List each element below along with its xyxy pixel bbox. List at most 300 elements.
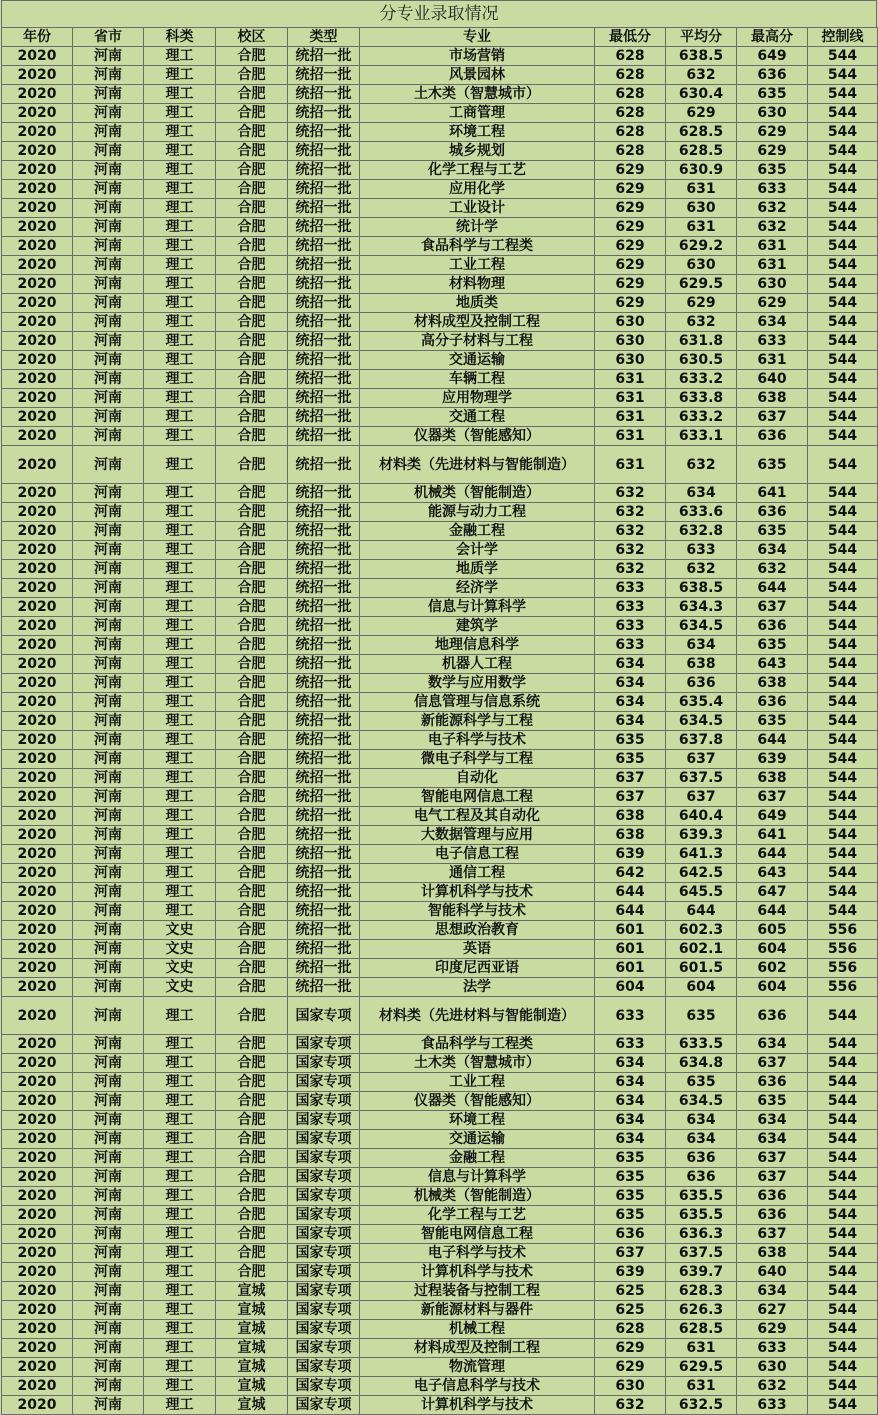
campus-cell: 合肥 — [216, 712, 288, 731]
category-cell: 理工 — [144, 674, 216, 693]
major-cell: 能源与动力工程 — [360, 503, 595, 522]
campus-cell: 合肥 — [216, 750, 288, 769]
campus-cell: 合肥 — [216, 180, 288, 199]
category-cell: 文史 — [144, 940, 216, 959]
max-score-cell: 604 — [737, 978, 808, 997]
table-row — [2, 522, 878, 541]
type-cell: 统招一批 — [288, 351, 360, 370]
year-cell: 2020 — [2, 978, 73, 997]
max-score-cell: 630 — [737, 1358, 808, 1377]
category-cell: 理工 — [144, 484, 216, 503]
control-line-cell: 544 — [808, 1263, 878, 1282]
province-cell: 河南 — [73, 1282, 144, 1301]
min-score-cell: 644 — [595, 883, 666, 902]
min-score-cell: 631 — [595, 408, 666, 427]
province-cell: 河南 — [73, 142, 144, 161]
campus-cell: 合肥 — [216, 997, 288, 1035]
category-cell: 理工 — [144, 1396, 216, 1415]
major-cell: 计算机科学与技术 — [360, 1263, 595, 1282]
control-line-cell: 544 — [808, 788, 878, 807]
year-cell: 2020 — [2, 427, 73, 446]
campus-cell: 合肥 — [216, 636, 288, 655]
campus-cell: 合肥 — [216, 959, 288, 978]
major-cell: 电子科学与技术 — [360, 731, 595, 750]
control-line-cell: 556 — [808, 940, 878, 959]
province-cell: 河南 — [73, 940, 144, 959]
table-row — [2, 598, 878, 617]
max-score-cell: 637 — [737, 408, 808, 427]
campus-cell: 合肥 — [216, 123, 288, 142]
min-score-cell: 633 — [595, 617, 666, 636]
type-cell: 统招一批 — [288, 579, 360, 598]
category-cell: 理工 — [144, 1035, 216, 1054]
table-row — [2, 693, 878, 712]
type-cell: 国家专项 — [288, 1377, 360, 1396]
avg-score-cell: 637 — [666, 750, 737, 769]
campus-cell: 合肥 — [216, 237, 288, 256]
year-cell: 2020 — [2, 1073, 73, 1092]
type-cell: 统招一批 — [288, 180, 360, 199]
control-line-cell: 544 — [808, 503, 878, 522]
max-score-cell: 638 — [737, 389, 808, 408]
major-cell: 计算机科学与技术 — [360, 883, 595, 902]
province-cell: 河南 — [73, 351, 144, 370]
campus-cell: 合肥 — [216, 484, 288, 503]
avg-score-cell: 630 — [666, 199, 737, 218]
category-cell: 理工 — [144, 351, 216, 370]
campus-cell: 合肥 — [216, 940, 288, 959]
category-cell: 理工 — [144, 123, 216, 142]
avg-score-cell: 634 — [666, 1130, 737, 1149]
table-row — [2, 959, 878, 978]
max-score-cell: 643 — [737, 655, 808, 674]
max-score-cell: 632 — [737, 199, 808, 218]
min-score-cell: 630 — [595, 332, 666, 351]
header-province: 省市 — [73, 28, 144, 47]
category-cell: 理工 — [144, 47, 216, 66]
type-cell: 统招一批 — [288, 332, 360, 351]
max-score-cell: 639 — [737, 750, 808, 769]
year-cell: 2020 — [2, 199, 73, 218]
type-cell: 统招一批 — [288, 370, 360, 389]
type-cell: 国家专项 — [288, 1092, 360, 1111]
year-cell: 2020 — [2, 712, 73, 731]
avg-score-cell: 628.5 — [666, 123, 737, 142]
max-score-cell: 638 — [737, 769, 808, 788]
table-row — [2, 1206, 878, 1225]
major-cell: 环境工程 — [360, 123, 595, 142]
category-cell: 理工 — [144, 807, 216, 826]
province-cell: 河南 — [73, 1054, 144, 1073]
min-score-cell: 604 — [595, 978, 666, 997]
min-score-cell: 644 — [595, 902, 666, 921]
max-score-cell: 640 — [737, 370, 808, 389]
type-cell: 国家专项 — [288, 1244, 360, 1263]
province-cell: 河南 — [73, 807, 144, 826]
max-score-cell: 637 — [737, 1168, 808, 1187]
campus-cell: 合肥 — [216, 1263, 288, 1282]
category-cell: 理工 — [144, 1320, 216, 1339]
type-cell: 统招一批 — [288, 769, 360, 788]
year-cell: 2020 — [2, 1282, 73, 1301]
header-row — [2, 28, 878, 47]
province-cell: 河南 — [73, 484, 144, 503]
min-score-cell: 629 — [595, 180, 666, 199]
campus-cell: 宣城 — [216, 1282, 288, 1301]
campus-cell: 合肥 — [216, 522, 288, 541]
campus-cell: 宣城 — [216, 1320, 288, 1339]
major-cell: 信息管理与信息系统 — [360, 693, 595, 712]
province-cell: 河南 — [73, 313, 144, 332]
table-row — [2, 1225, 878, 1244]
avg-score-cell: 633.2 — [666, 370, 737, 389]
year-cell: 2020 — [2, 769, 73, 788]
major-cell: 通信工程 — [360, 864, 595, 883]
header-avg-score: 平均分 — [666, 28, 737, 47]
year-cell: 2020 — [2, 541, 73, 560]
major-cell: 交通工程 — [360, 408, 595, 427]
table-row — [2, 1054, 878, 1073]
province-cell: 河南 — [73, 85, 144, 104]
max-score-cell: 649 — [737, 807, 808, 826]
min-score-cell: 634 — [595, 1111, 666, 1130]
table-row — [2, 408, 878, 427]
table-row — [2, 484, 878, 503]
max-score-cell: 633 — [737, 1339, 808, 1358]
type-cell: 统招一批 — [288, 484, 360, 503]
campus-cell: 宣城 — [216, 1358, 288, 1377]
min-score-cell: 633 — [595, 997, 666, 1035]
category-cell: 理工 — [144, 237, 216, 256]
control-line-cell: 544 — [808, 541, 878, 560]
category-cell: 理工 — [144, 408, 216, 427]
control-line-cell: 556 — [808, 959, 878, 978]
major-cell: 建筑学 — [360, 617, 595, 636]
category-cell: 文史 — [144, 978, 216, 997]
max-score-cell: 631 — [737, 256, 808, 275]
max-score-cell: 635 — [737, 1092, 808, 1111]
control-line-cell: 544 — [808, 750, 878, 769]
category-cell: 理工 — [144, 1111, 216, 1130]
type-cell: 统招一批 — [288, 218, 360, 237]
type-cell: 国家专项 — [288, 1282, 360, 1301]
type-cell: 国家专项 — [288, 1339, 360, 1358]
type-cell: 国家专项 — [288, 1168, 360, 1187]
avg-score-cell: 628.5 — [666, 1320, 737, 1339]
max-score-cell: 636 — [737, 617, 808, 636]
major-cell: 仪器类（智能感知） — [360, 427, 595, 446]
category-cell: 理工 — [144, 446, 216, 484]
type-cell: 国家专项 — [288, 1187, 360, 1206]
province-cell: 河南 — [73, 1244, 144, 1263]
max-score-cell: 637 — [737, 1149, 808, 1168]
max-score-cell: 632 — [737, 218, 808, 237]
type-cell: 国家专项 — [288, 1149, 360, 1168]
campus-cell: 合肥 — [216, 275, 288, 294]
max-score-cell: 640 — [737, 1263, 808, 1282]
min-score-cell: 628 — [595, 85, 666, 104]
max-score-cell: 631 — [737, 237, 808, 256]
type-cell: 统招一批 — [288, 161, 360, 180]
major-cell: 材料成型及控制工程 — [360, 1339, 595, 1358]
category-cell: 理工 — [144, 1282, 216, 1301]
table-row — [2, 731, 878, 750]
max-score-cell: 630 — [737, 275, 808, 294]
category-cell: 理工 — [144, 845, 216, 864]
type-cell: 国家专项 — [288, 1054, 360, 1073]
year-cell: 2020 — [2, 237, 73, 256]
campus-cell: 合肥 — [216, 1168, 288, 1187]
control-line-cell: 544 — [808, 636, 878, 655]
campus-cell: 合肥 — [216, 332, 288, 351]
category-cell: 理工 — [144, 503, 216, 522]
province-cell: 河南 — [73, 1225, 144, 1244]
province-cell: 河南 — [73, 826, 144, 845]
major-cell: 机械类（智能制造） — [360, 1187, 595, 1206]
category-cell: 理工 — [144, 902, 216, 921]
avg-score-cell: 602.1 — [666, 940, 737, 959]
table-row — [2, 1358, 878, 1377]
category-cell: 理工 — [144, 332, 216, 351]
year-cell: 2020 — [2, 218, 73, 237]
control-line-cell: 544 — [808, 123, 878, 142]
table-row — [2, 750, 878, 769]
table-row — [2, 1073, 878, 1092]
type-cell: 统招一批 — [288, 446, 360, 484]
major-cell: 计算机科学与技术 — [360, 1396, 595, 1415]
category-cell: 理工 — [144, 389, 216, 408]
min-score-cell: 635 — [595, 1187, 666, 1206]
min-score-cell: 629 — [595, 1339, 666, 1358]
year-cell: 2020 — [2, 123, 73, 142]
max-score-cell: 636 — [737, 1187, 808, 1206]
category-cell: 理工 — [144, 1263, 216, 1282]
table-row — [2, 617, 878, 636]
control-line-cell: 544 — [808, 1320, 878, 1339]
avg-score-cell: 633 — [666, 541, 737, 560]
avg-score-cell: 633.1 — [666, 427, 737, 446]
campus-cell: 合肥 — [216, 503, 288, 522]
avg-score-cell: 628.3 — [666, 1282, 737, 1301]
table-row — [2, 104, 878, 123]
table-row — [2, 921, 878, 940]
avg-score-cell: 632 — [666, 313, 737, 332]
control-line-cell: 544 — [808, 864, 878, 883]
category-cell: 理工 — [144, 199, 216, 218]
category-cell: 理工 — [144, 769, 216, 788]
campus-cell: 合肥 — [216, 1206, 288, 1225]
avg-score-cell: 637.5 — [666, 769, 737, 788]
category-cell: 理工 — [144, 1130, 216, 1149]
avg-score-cell: 636 — [666, 1149, 737, 1168]
avg-score-cell: 629.2 — [666, 237, 737, 256]
province-cell: 河南 — [73, 1187, 144, 1206]
max-score-cell: 636 — [737, 693, 808, 712]
major-cell: 印度尼西亚语 — [360, 959, 595, 978]
control-line-cell: 544 — [808, 1225, 878, 1244]
table-row — [2, 1035, 878, 1054]
province-cell: 河南 — [73, 161, 144, 180]
major-cell: 材料物理 — [360, 275, 595, 294]
major-cell: 应用物理学 — [360, 389, 595, 408]
min-score-cell: 634 — [595, 693, 666, 712]
province-cell: 河南 — [73, 1149, 144, 1168]
province-cell: 河南 — [73, 1320, 144, 1339]
campus-cell: 合肥 — [216, 161, 288, 180]
table-row — [2, 1130, 878, 1149]
province-cell: 河南 — [73, 1263, 144, 1282]
min-score-cell: 633 — [595, 1035, 666, 1054]
type-cell: 统招一批 — [288, 921, 360, 940]
type-cell: 统招一批 — [288, 883, 360, 902]
category-cell: 理工 — [144, 731, 216, 750]
year-cell: 2020 — [2, 1396, 73, 1415]
control-line-cell: 544 — [808, 1149, 878, 1168]
campus-cell: 合肥 — [216, 560, 288, 579]
max-score-cell: 647 — [737, 883, 808, 902]
type-cell: 统招一批 — [288, 598, 360, 617]
province-cell: 河南 — [73, 560, 144, 579]
major-cell: 机械工程 — [360, 1320, 595, 1339]
major-cell: 材料类（先进材料与智能制造） — [360, 446, 595, 484]
min-score-cell: 637 — [595, 1244, 666, 1263]
province-cell: 河南 — [73, 921, 144, 940]
avg-score-cell: 644 — [666, 902, 737, 921]
max-score-cell: 630 — [737, 104, 808, 123]
type-cell: 统招一批 — [288, 845, 360, 864]
control-line-cell: 544 — [808, 370, 878, 389]
table-row — [2, 845, 878, 864]
avg-score-cell: 629 — [666, 294, 737, 313]
province-cell: 河南 — [73, 978, 144, 997]
min-score-cell: 633 — [595, 636, 666, 655]
major-cell: 材料类（先进材料与智能制造） — [360, 997, 595, 1035]
category-cell: 理工 — [144, 256, 216, 275]
table-row — [2, 446, 878, 484]
category-cell: 理工 — [144, 883, 216, 902]
year-cell: 2020 — [2, 902, 73, 921]
year-cell: 2020 — [2, 788, 73, 807]
year-cell: 2020 — [2, 1263, 73, 1282]
max-score-cell: 644 — [737, 579, 808, 598]
table-row — [2, 826, 878, 845]
province-cell: 河南 — [73, 864, 144, 883]
max-score-cell: 636 — [737, 503, 808, 522]
table-row — [2, 978, 878, 997]
type-cell: 统招一批 — [288, 959, 360, 978]
type-cell: 国家专项 — [288, 1301, 360, 1320]
campus-cell: 合肥 — [216, 598, 288, 617]
year-cell: 2020 — [2, 85, 73, 104]
year-cell: 2020 — [2, 389, 73, 408]
year-cell: 2020 — [2, 47, 73, 66]
year-cell: 2020 — [2, 1301, 73, 1320]
major-cell: 环境工程 — [360, 1111, 595, 1130]
control-line-cell: 544 — [808, 1339, 878, 1358]
max-score-cell: 634 — [737, 1111, 808, 1130]
campus-cell: 合肥 — [216, 1244, 288, 1263]
province-cell: 河南 — [73, 1377, 144, 1396]
category-cell: 理工 — [144, 788, 216, 807]
sheet-title: 分专业录取情况 — [1, 0, 877, 27]
avg-score-cell: 634 — [666, 636, 737, 655]
min-score-cell: 635 — [595, 731, 666, 750]
campus-cell: 合肥 — [216, 1130, 288, 1149]
avg-score-cell: 631 — [666, 1377, 737, 1396]
control-line-cell: 544 — [808, 47, 878, 66]
max-score-cell: 634 — [737, 1035, 808, 1054]
major-cell: 地理信息科学 — [360, 636, 595, 655]
max-score-cell: 634 — [737, 313, 808, 332]
major-cell: 信息与计算科学 — [360, 1168, 595, 1187]
table-row — [2, 218, 878, 237]
major-cell: 智能电网信息工程 — [360, 788, 595, 807]
year-cell: 2020 — [2, 959, 73, 978]
category-cell: 理工 — [144, 218, 216, 237]
category-cell: 理工 — [144, 1092, 216, 1111]
table-row — [2, 332, 878, 351]
avg-score-cell: 632 — [666, 446, 737, 484]
major-cell: 微电子科学与工程 — [360, 750, 595, 769]
avg-score-cell: 634 — [666, 1111, 737, 1130]
min-score-cell: 631 — [595, 370, 666, 389]
province-cell: 河南 — [73, 256, 144, 275]
min-score-cell: 629 — [595, 199, 666, 218]
category-cell: 理工 — [144, 1206, 216, 1225]
min-score-cell: 630 — [595, 313, 666, 332]
type-cell: 统招一批 — [288, 731, 360, 750]
major-cell: 工业工程 — [360, 256, 595, 275]
control-line-cell: 544 — [808, 655, 878, 674]
avg-score-cell: 630.9 — [666, 161, 737, 180]
min-score-cell: 629 — [595, 256, 666, 275]
max-score-cell: 604 — [737, 940, 808, 959]
control-line-cell: 556 — [808, 921, 878, 940]
min-score-cell: 637 — [595, 769, 666, 788]
major-cell: 城乡规划 — [360, 142, 595, 161]
category-cell: 理工 — [144, 997, 216, 1035]
max-score-cell: 635 — [737, 446, 808, 484]
year-cell: 2020 — [2, 180, 73, 199]
max-score-cell: 635 — [737, 636, 808, 655]
min-score-cell: 628 — [595, 142, 666, 161]
major-cell: 交通运输 — [360, 351, 595, 370]
type-cell: 统招一批 — [288, 47, 360, 66]
control-line-cell: 544 — [808, 522, 878, 541]
major-cell: 过程装备与控制工程 — [360, 1282, 595, 1301]
max-score-cell: 636 — [737, 997, 808, 1035]
year-cell: 2020 — [2, 351, 73, 370]
category-cell: 文史 — [144, 959, 216, 978]
year-cell: 2020 — [2, 1092, 73, 1111]
major-cell: 金融工程 — [360, 522, 595, 541]
province-cell: 河南 — [73, 427, 144, 446]
province-cell: 河南 — [73, 674, 144, 693]
province-cell: 河南 — [73, 731, 144, 750]
min-score-cell: 631 — [595, 389, 666, 408]
min-score-cell: 629 — [595, 1358, 666, 1377]
province-cell: 河南 — [73, 1206, 144, 1225]
table-row — [2, 940, 878, 959]
year-cell: 2020 — [2, 1168, 73, 1187]
type-cell: 统招一批 — [288, 541, 360, 560]
table-row — [2, 351, 878, 370]
control-line-cell: 544 — [808, 1244, 878, 1263]
province-cell: 河南 — [73, 883, 144, 902]
avg-score-cell: 632 — [666, 66, 737, 85]
year-cell: 2020 — [2, 921, 73, 940]
category-cell: 理工 — [144, 655, 216, 674]
